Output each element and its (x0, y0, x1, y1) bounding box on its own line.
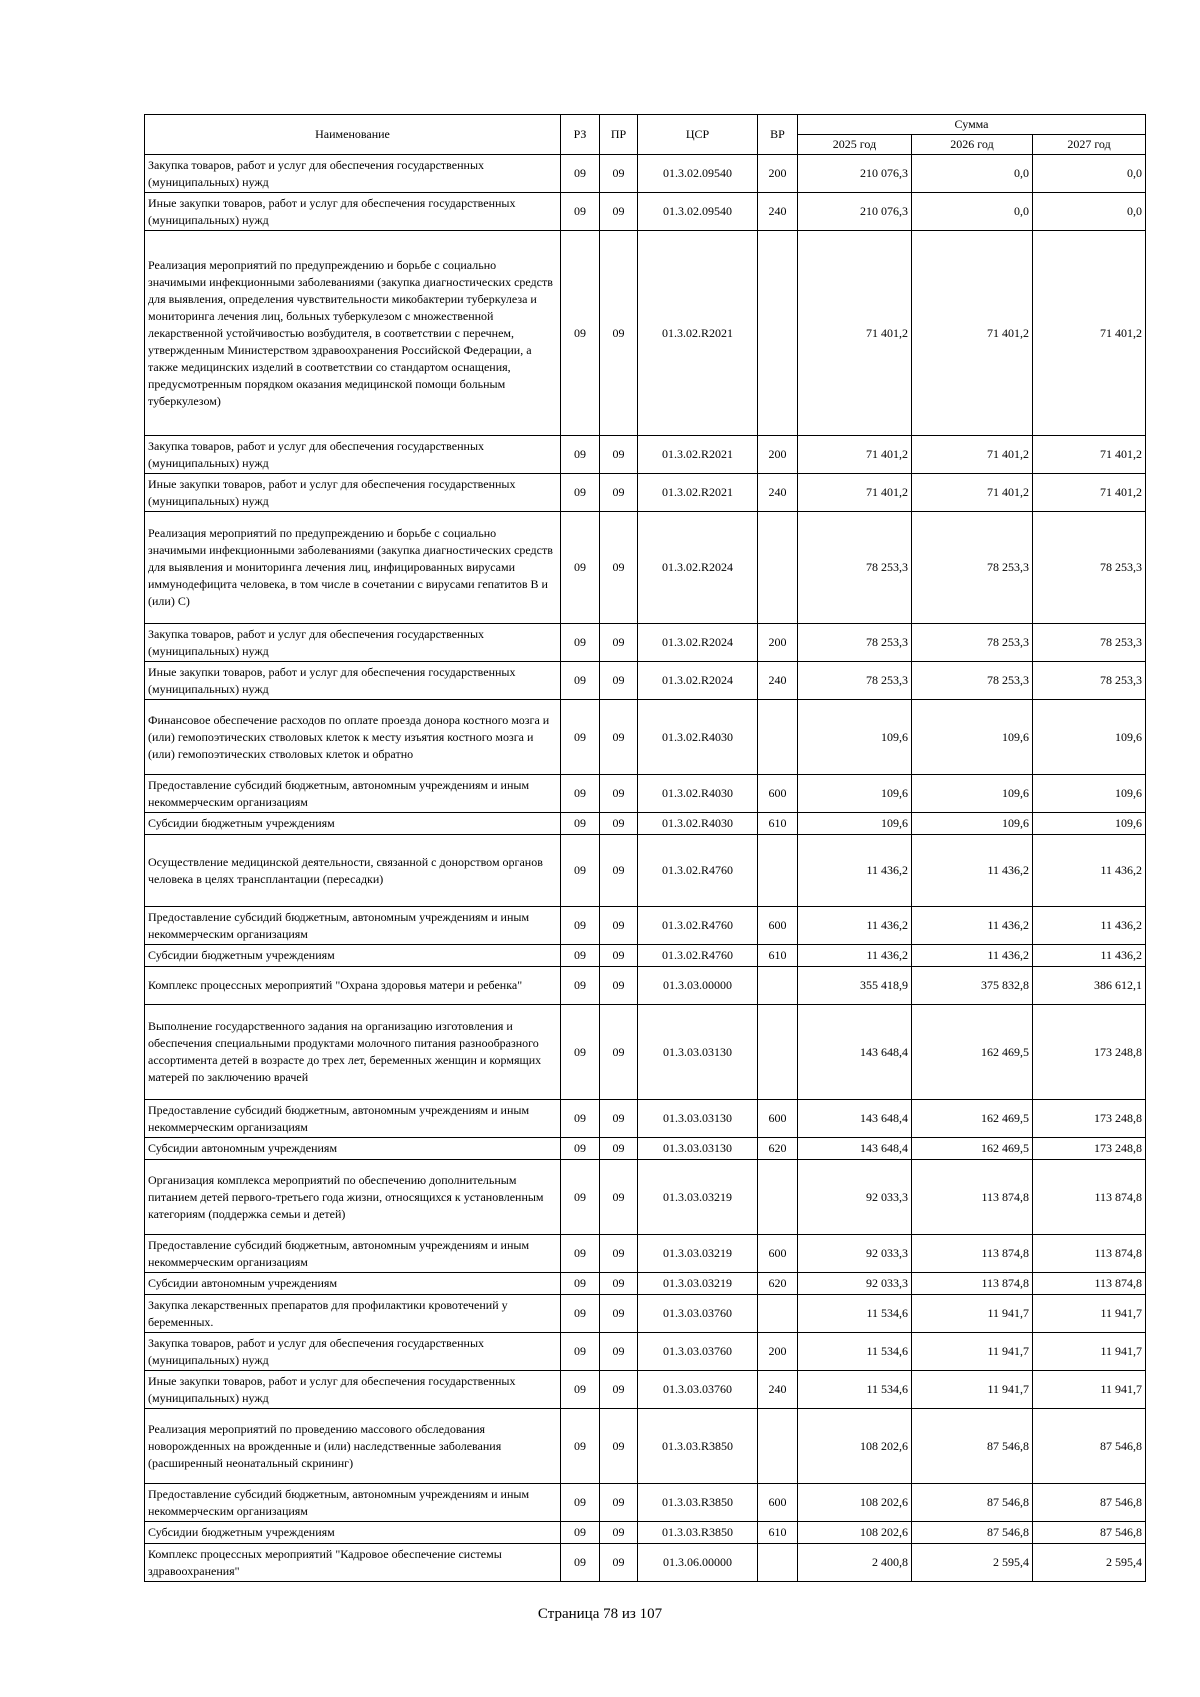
cell-2025: 92 033,3 (798, 1160, 912, 1235)
cell-rz: 09 (561, 1522, 600, 1544)
cell-2027: 109,6 (1033, 775, 1146, 813)
table-row (145, 1235, 1146, 1273)
table-row (145, 155, 1146, 193)
cell-2026: 87 546,8 (912, 1484, 1033, 1522)
cell-2025: 71 401,2 (798, 231, 912, 436)
cell-vr: 600 (758, 1100, 798, 1138)
cell-name: Иные закупки товаров, работ и услуг для обеспечения государственных (муниципальных) нужд (145, 662, 561, 700)
cell-name: Предоставление субсидий бюджетным, автономным учреждениям и иным некоммерческим организациям (145, 1100, 561, 1138)
cell-csr: 01.3.03.R3850 (638, 1522, 758, 1544)
table-row (145, 700, 1146, 775)
cell-2026: 113 874,8 (912, 1273, 1033, 1295)
cell-2027: 78 253,3 (1033, 512, 1146, 624)
cell-vr: 620 (758, 1273, 798, 1295)
cell-rz: 09 (561, 1371, 600, 1409)
cell-csr: 01.3.03.03130 (638, 1005, 758, 1100)
table-row (145, 835, 1146, 907)
cell-name: Реализация мероприятий по предупреждению и борьбе с социально значимыми инфекционными заболеваниями (закупка диагностических средств для выявления и мониторинга лечения лиц, инфицированных вирусами иммунодефицита человека, в том числе в сочетании с вирусами гепатитов В и (или) С) (145, 512, 561, 624)
cell-2026: 109,6 (912, 700, 1033, 775)
cell-rz: 09 (561, 835, 600, 907)
header-year-2026: 2026 год (912, 135, 1033, 155)
cell-2027: 0,0 (1033, 155, 1146, 193)
cell-rz: 09 (561, 967, 600, 1005)
cell-2027: 78 253,3 (1033, 624, 1146, 662)
cell-2026: 78 253,3 (912, 512, 1033, 624)
cell-name: Финансовое обеспечение расходов по оплате проезда донора костного мозга и (или) гемопоэтических стволовых клеток к месту изъятия костного мозга и (или) гемопоэтических стволовых клеток и обратно (145, 700, 561, 775)
cell-2025: 11 436,2 (798, 907, 912, 945)
cell-csr: 01.3.02.09540 (638, 155, 758, 193)
table-row (145, 1409, 1146, 1484)
cell-csr: 01.3.03.03219 (638, 1235, 758, 1273)
cell-rz: 09 (561, 155, 600, 193)
cell-pr: 09 (600, 624, 638, 662)
cell-rz: 09 (561, 1409, 600, 1484)
cell-name: Иные закупки товаров, работ и услуг для обеспечения государственных (муниципальных) нужд (145, 193, 561, 231)
cell-vr: 240 (758, 662, 798, 700)
cell-csr: 01.3.02.R2024 (638, 624, 758, 662)
table-body (145, 155, 1146, 1582)
cell-pr: 09 (600, 1235, 638, 1273)
cell-name: Закупка лекарственных препаратов для профилактики кровотечений у беременных. (145, 1295, 561, 1333)
header-year-2025: 2025 год (798, 135, 912, 155)
cell-name: Предоставление субсидий бюджетным, автономным учреждениям и иным некоммерческим организациям (145, 1235, 561, 1273)
table-row (145, 231, 1146, 436)
cell-csr: 01.3.02.R4760 (638, 945, 758, 967)
cell-name: Предоставление субсидий бюджетным, автономным учреждениям и иным некоммерческим организациям (145, 775, 561, 813)
cell-csr: 01.3.02.R4030 (638, 813, 758, 835)
cell-pr: 09 (600, 1522, 638, 1544)
table-row (145, 193, 1146, 231)
cell-2025: 92 033,3 (798, 1235, 912, 1273)
cell-csr: 01.3.02.R2021 (638, 436, 758, 474)
cell-vr (758, 1544, 798, 1582)
cell-rz: 09 (561, 624, 600, 662)
cell-2026: 71 401,2 (912, 436, 1033, 474)
cell-2027: 2 595,4 (1033, 1544, 1146, 1582)
cell-csr: 01.3.03.03130 (638, 1100, 758, 1138)
cell-csr: 01.3.02.R2024 (638, 512, 758, 624)
cell-pr: 09 (600, 835, 638, 907)
header-name: Наименование (145, 115, 561, 155)
cell-2026: 11 941,7 (912, 1333, 1033, 1371)
cell-pr: 09 (600, 1484, 638, 1522)
cell-name: Осуществление медицинской деятельности, связанной с донорством органов человека в целях трансплантации (пересадки) (145, 835, 561, 907)
cell-2025: 108 202,6 (798, 1484, 912, 1522)
cell-2026: 87 546,8 (912, 1522, 1033, 1544)
cell-pr: 09 (600, 945, 638, 967)
cell-vr (758, 512, 798, 624)
table-row (145, 945, 1146, 967)
cell-rz: 09 (561, 813, 600, 835)
cell-rz: 09 (561, 1333, 600, 1371)
cell-name: Реализация мероприятий по проведению массового обследования новорожденных на врожденные и (или) наследственные заболевания (расширенный неонатальный скрининг) (145, 1409, 561, 1484)
cell-vr: 610 (758, 945, 798, 967)
cell-pr: 09 (600, 1005, 638, 1100)
cell-vr (758, 1409, 798, 1484)
cell-vr: 200 (758, 1333, 798, 1371)
cell-2025: 109,6 (798, 775, 912, 813)
cell-pr: 09 (600, 1273, 638, 1295)
cell-name: Предоставление субсидий бюджетным, автономным учреждениям и иным некоммерческим организациям (145, 1484, 561, 1522)
cell-2026: 2 595,4 (912, 1544, 1033, 1582)
cell-vr (758, 967, 798, 1005)
cell-2026: 11 436,2 (912, 907, 1033, 945)
cell-2026: 113 874,8 (912, 1235, 1033, 1273)
header-sum: Сумма (798, 115, 1146, 135)
cell-2027: 386 612,1 (1033, 967, 1146, 1005)
cell-2025: 355 418,9 (798, 967, 912, 1005)
cell-pr: 09 (600, 1409, 638, 1484)
header-pr: ПР (600, 115, 638, 155)
cell-2026: 11 436,2 (912, 835, 1033, 907)
cell-2027: 11 436,2 (1033, 945, 1146, 967)
cell-pr: 09 (600, 662, 638, 700)
cell-pr: 09 (600, 1371, 638, 1409)
cell-pr: 09 (600, 1138, 638, 1160)
table-row (145, 1522, 1146, 1544)
cell-2026: 162 469,5 (912, 1100, 1033, 1138)
cell-2025: 2 400,8 (798, 1544, 912, 1582)
table-row (145, 1295, 1146, 1333)
cell-name: Иные закупки товаров, работ и услуг для обеспечения государственных (муниципальных) нужд (145, 1371, 561, 1409)
cell-pr: 09 (600, 193, 638, 231)
table-row (145, 436, 1146, 474)
table-row (145, 1160, 1146, 1235)
cell-2025: 78 253,3 (798, 512, 912, 624)
cell-csr: 01.3.02.R2024 (638, 662, 758, 700)
cell-vr: 600 (758, 1484, 798, 1522)
cell-vr: 610 (758, 813, 798, 835)
cell-pr: 09 (600, 231, 638, 436)
table-row (145, 474, 1146, 512)
cell-2025: 78 253,3 (798, 624, 912, 662)
cell-2027: 109,6 (1033, 700, 1146, 775)
cell-2027: 71 401,2 (1033, 231, 1146, 436)
cell-name: Закупка товаров, работ и услуг для обеспечения государственных (муниципальных) нужд (145, 624, 561, 662)
cell-2026: 78 253,3 (912, 624, 1033, 662)
cell-2025: 210 076,3 (798, 193, 912, 231)
cell-name: Комплекс процессных мероприятий "Кадровое обеспечение системы здравоохранения" (145, 1544, 561, 1582)
cell-2027: 71 401,2 (1033, 474, 1146, 512)
cell-name: Реализация мероприятий по предупреждению и борьбе с социально значимыми инфекционными заболеваниями (закупка диагностических средств для выявления, определения чувствительности микобактерии туберкулеза и мониторинга лечения лиц, больных туберкулезом с множественной лекарственной устойчивостью возбудителя, в соответствии с перечнем, утвержденным Министерством здравоохранения Российской Федерации, а также медицинских изделий в соответствии со стандартом оснащения, предусмотренным порядком оказания медицинской помощи больным туберкулезом) (145, 231, 561, 436)
cell-2026: 109,6 (912, 775, 1033, 813)
cell-pr: 09 (600, 436, 638, 474)
cell-2027: 113 874,8 (1033, 1273, 1146, 1295)
table-row (145, 1484, 1146, 1522)
cell-rz: 09 (561, 512, 600, 624)
cell-pr: 09 (600, 775, 638, 813)
cell-name: Закупка товаров, работ и услуг для обеспечения государственных (муниципальных) нужд (145, 155, 561, 193)
cell-vr (758, 1160, 798, 1235)
table-row (145, 1138, 1146, 1160)
cell-2025: 11 534,6 (798, 1371, 912, 1409)
cell-2027: 109,6 (1033, 813, 1146, 835)
cell-vr: 610 (758, 1522, 798, 1544)
cell-vr: 200 (758, 624, 798, 662)
cell-name: Организация комплекса мероприятий по обеспечению дополнительным питанием детей первого-третьего года жизни, относящихся к установленным категориям (поддержка семьи и детей) (145, 1160, 561, 1235)
cell-name: Выполнение государственного задания на организацию изготовления и обеспечения специальными продуктами молочного питания разнообразного ассортимента детей в возрасте до трех лет, беременных женщин и кормящих матерей по заключению врачей (145, 1005, 561, 1100)
cell-2027: 11 941,7 (1033, 1295, 1146, 1333)
cell-2026: 71 401,2 (912, 474, 1033, 512)
cell-csr: 01.3.03.03760 (638, 1295, 758, 1333)
table-row (145, 1100, 1146, 1138)
table-row (145, 512, 1146, 624)
header-rz: РЗ (561, 115, 600, 155)
cell-2025: 210 076,3 (798, 155, 912, 193)
table-row (145, 1273, 1146, 1295)
cell-vr: 600 (758, 775, 798, 813)
cell-2026: 11 941,7 (912, 1371, 1033, 1409)
cell-vr (758, 1005, 798, 1100)
cell-name: Закупка товаров, работ и услуг для обеспечения государственных (муниципальных) нужд (145, 436, 561, 474)
cell-rz: 09 (561, 1100, 600, 1138)
cell-rz: 09 (561, 1484, 600, 1522)
cell-2027: 113 874,8 (1033, 1160, 1146, 1235)
cell-rz: 09 (561, 907, 600, 945)
cell-vr: 600 (758, 907, 798, 945)
cell-name: Закупка товаров, работ и услуг для обеспечения государственных (муниципальных) нужд (145, 1333, 561, 1371)
cell-rz: 09 (561, 1273, 600, 1295)
cell-name: Субсидии бюджетным учреждениям (145, 945, 561, 967)
cell-2025: 108 202,6 (798, 1522, 912, 1544)
cell-vr: 240 (758, 474, 798, 512)
cell-2027: 0,0 (1033, 193, 1146, 231)
cell-csr: 01.3.03.03219 (638, 1273, 758, 1295)
cell-2026: 0,0 (912, 193, 1033, 231)
cell-vr (758, 700, 798, 775)
cell-rz: 09 (561, 1138, 600, 1160)
cell-2025: 109,6 (798, 700, 912, 775)
table-header (145, 115, 1146, 155)
cell-2025: 11 534,6 (798, 1333, 912, 1371)
cell-2025: 78 253,3 (798, 662, 912, 700)
table-row (145, 1371, 1146, 1409)
cell-vr: 240 (758, 1371, 798, 1409)
cell-2025: 11 534,6 (798, 1295, 912, 1333)
cell-vr (758, 1295, 798, 1333)
cell-2027: 11 436,2 (1033, 907, 1146, 945)
cell-pr: 09 (600, 967, 638, 1005)
cell-2026: 375 832,8 (912, 967, 1033, 1005)
table-row (145, 624, 1146, 662)
cell-rz: 09 (561, 775, 600, 813)
cell-name: Субсидии автономным учреждениям (145, 1138, 561, 1160)
cell-csr: 01.3.02.R4760 (638, 835, 758, 907)
cell-csr: 01.3.02.R4760 (638, 907, 758, 945)
cell-2027: 71 401,2 (1033, 436, 1146, 474)
table-row (145, 1005, 1146, 1100)
cell-csr: 01.3.02.R2021 (638, 231, 758, 436)
cell-2026: 162 469,5 (912, 1138, 1033, 1160)
cell-vr (758, 835, 798, 907)
cell-csr: 01.3.02.R4030 (638, 775, 758, 813)
cell-vr (758, 231, 798, 436)
cell-name: Субсидии автономным учреждениям (145, 1273, 561, 1295)
cell-vr: 200 (758, 155, 798, 193)
cell-2027: 11 941,7 (1033, 1371, 1146, 1409)
cell-csr: 01.3.03.03760 (638, 1371, 758, 1409)
cell-csr: 01.3.03.03219 (638, 1160, 758, 1235)
cell-2025: 143 648,4 (798, 1100, 912, 1138)
cell-2025: 71 401,2 (798, 474, 912, 512)
cell-pr: 09 (600, 1160, 638, 1235)
cell-2027: 11 436,2 (1033, 835, 1146, 907)
cell-2027: 173 248,8 (1033, 1005, 1146, 1100)
cell-2025: 71 401,2 (798, 436, 912, 474)
header-vr: ВР (758, 115, 798, 155)
cell-csr: 01.3.03.03130 (638, 1138, 758, 1160)
cell-rz: 09 (561, 193, 600, 231)
cell-csr: 01.3.06.00000 (638, 1544, 758, 1582)
cell-pr: 09 (600, 813, 638, 835)
table-row (145, 662, 1146, 700)
cell-pr: 09 (600, 1295, 638, 1333)
cell-csr: 01.3.03.R3850 (638, 1484, 758, 1522)
cell-2026: 87 546,8 (912, 1409, 1033, 1484)
page-number: Страница 78 из 107 (537, 1606, 663, 1622)
cell-2025: 11 436,2 (798, 945, 912, 967)
table-row (145, 1333, 1146, 1371)
cell-pr: 09 (600, 155, 638, 193)
cell-2026: 113 874,8 (912, 1160, 1033, 1235)
cell-2027: 87 546,8 (1033, 1522, 1146, 1544)
cell-name: Иные закупки товаров, работ и услуг для обеспечения государственных (муниципальных) нужд (145, 474, 561, 512)
cell-2026: 162 469,5 (912, 1005, 1033, 1100)
cell-name: Предоставление субсидий бюджетным, автономным учреждениям и иным некоммерческим организациям (145, 907, 561, 945)
cell-pr: 09 (600, 1100, 638, 1138)
table-row (145, 967, 1146, 1005)
cell-2027: 173 248,8 (1033, 1100, 1146, 1138)
header-year-2027: 2027 год (1033, 135, 1146, 155)
cell-pr: 09 (600, 1544, 638, 1582)
cell-2026: 109,6 (912, 813, 1033, 835)
cell-rz: 09 (561, 474, 600, 512)
table-row (145, 813, 1146, 835)
cell-rz: 09 (561, 436, 600, 474)
cell-rz: 09 (561, 662, 600, 700)
cell-name: Субсидии бюджетным учреждениям (145, 1522, 561, 1544)
cell-vr: 620 (758, 1138, 798, 1160)
cell-2026: 11 436,2 (912, 945, 1033, 967)
cell-rz: 09 (561, 700, 600, 775)
cell-2026: 0,0 (912, 155, 1033, 193)
cell-2026: 78 253,3 (912, 662, 1033, 700)
cell-2027: 173 248,8 (1033, 1138, 1146, 1160)
cell-csr: 01.3.03.03760 (638, 1333, 758, 1371)
cell-csr: 01.3.03.00000 (638, 967, 758, 1005)
cell-csr: 01.3.02.R2021 (638, 474, 758, 512)
cell-pr: 09 (600, 1333, 638, 1371)
cell-rz: 09 (561, 1544, 600, 1582)
cell-name: Комплекс процессных мероприятий "Охрана здоровья матери и ребенка" (145, 967, 561, 1005)
cell-vr: 240 (758, 193, 798, 231)
header-csr: ЦСР (638, 115, 758, 155)
cell-rz: 09 (561, 1160, 600, 1235)
cell-2027: 78 253,3 (1033, 662, 1146, 700)
cell-2026: 71 401,2 (912, 231, 1033, 436)
table-row (145, 907, 1146, 945)
cell-vr: 600 (758, 1235, 798, 1273)
cell-pr: 09 (600, 474, 638, 512)
cell-rz: 09 (561, 945, 600, 967)
cell-rz: 09 (561, 231, 600, 436)
table-row (145, 1544, 1146, 1582)
budget-table (144, 114, 1146, 1582)
cell-2025: 92 033,3 (798, 1273, 912, 1295)
cell-2025: 11 436,2 (798, 835, 912, 907)
cell-2027: 11 941,7 (1033, 1333, 1146, 1371)
cell-pr: 09 (600, 700, 638, 775)
cell-2026: 11 941,7 (912, 1295, 1033, 1333)
table-row (145, 775, 1146, 813)
cell-pr: 09 (600, 907, 638, 945)
cell-csr: 01.3.02.09540 (638, 193, 758, 231)
cell-2025: 108 202,6 (798, 1409, 912, 1484)
cell-2027: 87 546,8 (1033, 1409, 1146, 1484)
cell-2027: 113 874,8 (1033, 1235, 1146, 1273)
cell-2025: 109,6 (798, 813, 912, 835)
cell-pr: 09 (600, 512, 638, 624)
cell-2027: 87 546,8 (1033, 1484, 1146, 1522)
cell-rz: 09 (561, 1235, 600, 1273)
cell-2025: 143 648,4 (798, 1138, 912, 1160)
cell-csr: 01.3.02.R4030 (638, 700, 758, 775)
cell-name: Субсидии бюджетным учреждениям (145, 813, 561, 835)
cell-rz: 09 (561, 1295, 600, 1333)
cell-csr: 01.3.03.R3850 (638, 1409, 758, 1484)
cell-vr: 200 (758, 436, 798, 474)
cell-rz: 09 (561, 1005, 600, 1100)
cell-2025: 143 648,4 (798, 1005, 912, 1100)
